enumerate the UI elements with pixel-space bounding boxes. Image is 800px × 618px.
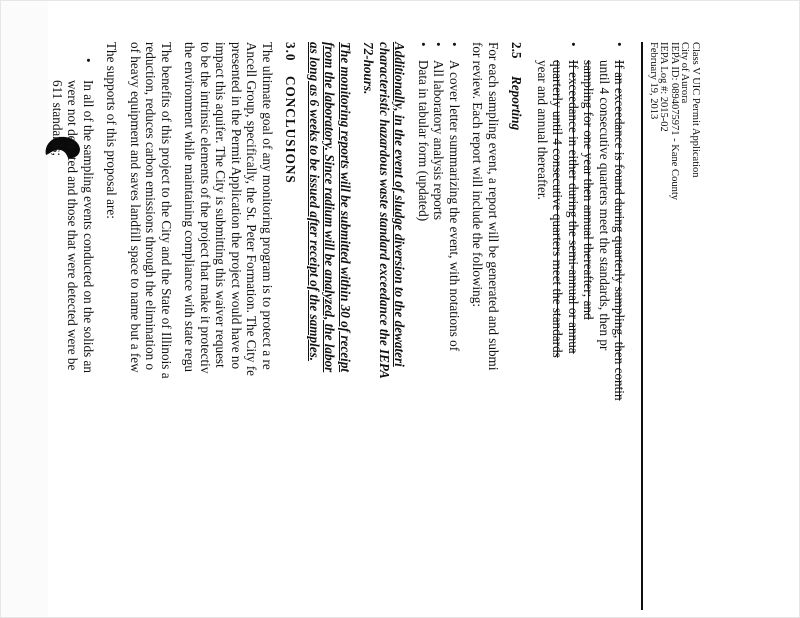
support-line: were not detected and those that were detected were be: [65, 80, 81, 371]
monitoring-notice: [307, 42, 354, 610]
section-heading-conclusions: [283, 42, 299, 610]
bullet-line: year and annual thereafter.: [535, 60, 550, 200]
header-city: City of Aurora: [679, 42, 691, 104]
paragraph-line: The benefits of this project to the City and the State of Illinois a: [159, 42, 174, 379]
section-title: Reporting: [509, 76, 525, 131]
notice-line: characteristic hazardous waste standard exceedance the IEPA: [377, 42, 392, 379]
reporting-paragraph: [470, 42, 501, 610]
notice-line: 72-hours.: [361, 42, 377, 95]
report-item: [447, 42, 463, 610]
bullet-line: until 4 consecutive quarters meet the standards, then pr: [597, 60, 612, 351]
paragraph-line: to be the intrinsic elements of the project that make it protectiv: [198, 42, 213, 374]
header-iepa-id: IEPA ID: 0894075971 - Kane County: [669, 42, 680, 200]
section-number: 3.0: [283, 42, 299, 62]
paragraph-line: presented in the Permit Application the project would have no: [229, 42, 244, 370]
bullet-line: quarterly until 4 consecutive quarters meet the standards: [550, 60, 566, 358]
notice-line: Additionally, in the event of sludge diversion to the dewateri: [392, 42, 408, 367]
bullet-quarterly: [581, 42, 628, 610]
header-rule: [642, 42, 644, 610]
paragraph-line: impact this aquifer. The City is submitting this waiver request: [213, 42, 229, 368]
notice-line: The monitoring reports will be submitted within 30 of receipt: [338, 42, 353, 373]
report-item: [431, 42, 447, 610]
bullet-icon: •: [447, 42, 462, 47]
support-line: 611 standards;: [50, 80, 65, 157]
header-title: Class V UIC Permit Application: [690, 42, 701, 178]
report-item-text: Data in tabular form (updated): [416, 60, 431, 222]
bullet-icon: •: [416, 42, 431, 47]
bullet-icon: •: [81, 58, 96, 63]
paragraph-line: The ultimate goal of any monitoring program is to protect a re: [260, 42, 275, 370]
header-log: IEPA Log #: 2015-02: [658, 42, 670, 132]
conclusions-paragraph-1: [182, 42, 275, 610]
notice-line: as long as 6 weeks to be issued after receipt of the samples.: [307, 42, 322, 362]
section-title: CONCLUSIONS: [283, 76, 299, 184]
report-item-text: A cover letter summarizing the event, with notations of: [447, 60, 462, 352]
paragraph-line: the environment while maintaining compliance with state regu: [182, 42, 198, 372]
support-item: [50, 42, 97, 610]
rotated-document-body: [50, 42, 701, 610]
bullet-icon: •: [431, 42, 447, 47]
bullet-line: If exceedance in either during the semi-annual or annua: [566, 60, 581, 354]
support-line: In all of the sampling events conducted on the solids an: [81, 80, 96, 373]
paragraph-line: For each sampling event, a report will be generated and submi: [486, 42, 501, 371]
notice-line: from the laboratory. Since radium will be analyzed, the labor: [322, 42, 338, 373]
bullet-icon: •: [612, 42, 628, 47]
paragraph-line: reduction, reduces carbon emissions through the elimination o: [143, 42, 159, 371]
supports-intro: The supports of this proposal are:: [104, 42, 120, 219]
report-item: [416, 42, 432, 610]
header-date: February 19, 2013: [648, 42, 659, 120]
report-item-text: All laboratory analysis reports: [431, 60, 447, 221]
paragraph-line: of heavy equipment and saves landfill space to name but a few: [128, 42, 143, 373]
bullet-icon: •: [566, 42, 581, 47]
document-header: [648, 42, 701, 610]
bullet-line: sampling for one year then annual thereafter; and: [581, 60, 597, 320]
bullet-line: If an exceedance is found during quarterly sampling, then contin: [612, 60, 628, 401]
section-number: 2.5: [509, 42, 525, 59]
bullet-semi-annual: [535, 42, 582, 610]
section-heading-reporting: [509, 42, 525, 610]
paragraph-line: Ancell Group, specifically, the St. Peter Formation. The City fe: [244, 42, 260, 377]
paragraph-line: for review. Each report will include the following:: [470, 42, 486, 308]
sludge-notice: [361, 42, 408, 610]
conclusions-paragraph-2: [128, 42, 175, 610]
